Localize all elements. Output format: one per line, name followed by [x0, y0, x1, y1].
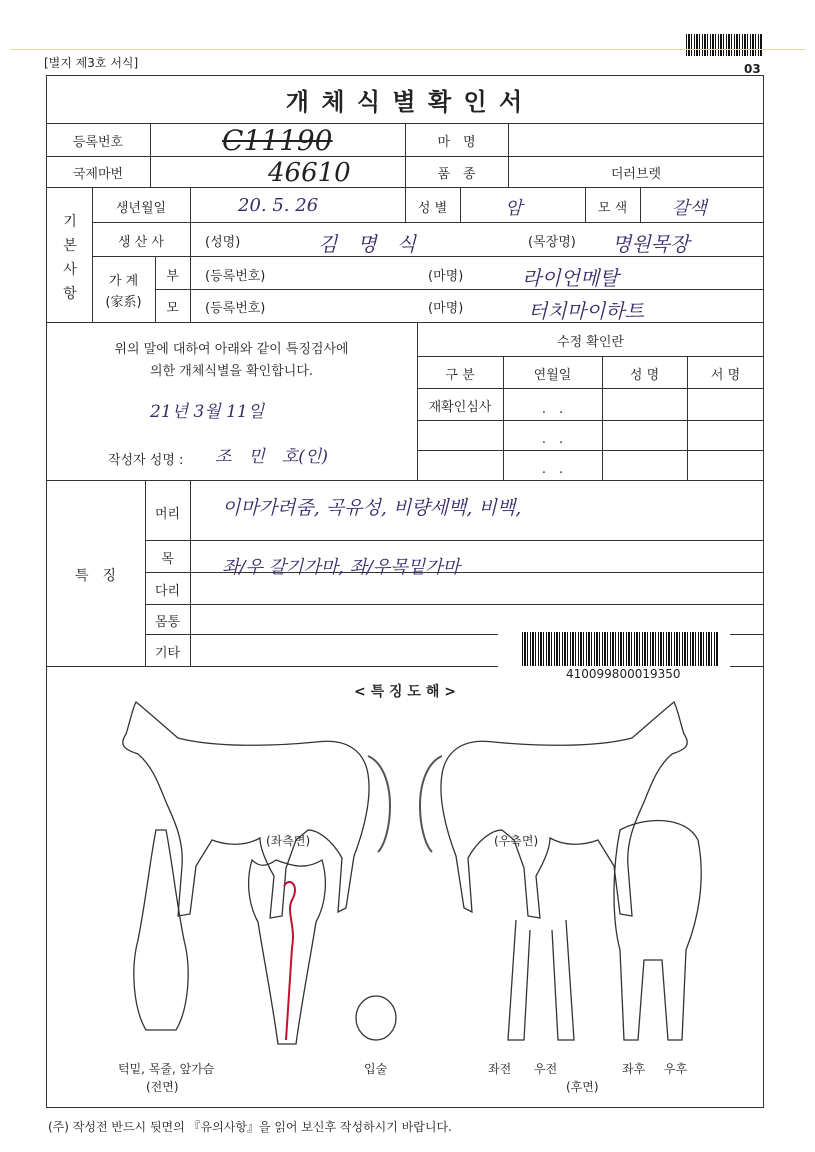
- writer-name: 조 민 호(인): [215, 447, 328, 467]
- body-label: 몸통: [154, 615, 181, 630]
- row1-date: . .: [541, 402, 564, 417]
- dam-name: 터치마이하트: [528, 299, 644, 323]
- sex-value: 암: [505, 198, 523, 219]
- leg-label: 다리: [154, 584, 181, 599]
- hind-left-caption: 좌후: [622, 1062, 646, 1076]
- dam-label: 모: [166, 301, 179, 316]
- farm-name: 명원목장: [612, 232, 690, 256]
- sire-label: 부: [166, 269, 179, 284]
- feat-row-3: [145, 604, 764, 605]
- writer-label: 작성자 성명 :: [108, 453, 184, 468]
- col-type: 구 분: [445, 368, 475, 383]
- rev-row-3: [417, 420, 764, 421]
- basic-row-1: [92, 222, 764, 223]
- row2-date: . .: [541, 432, 564, 447]
- coat-label: 모 색: [597, 201, 628, 216]
- left-side-caption: (좌측면): [266, 834, 311, 848]
- diagram-title: < 특 징 도 해 >: [354, 684, 456, 700]
- farm-tag: (목장명): [528, 235, 576, 250]
- sex-label: 성 별: [417, 201, 448, 216]
- intl-no-label: 국제마번: [72, 167, 124, 182]
- statement-line-2: 의한 개체식별을 확인합니다.: [149, 364, 314, 379]
- barcode-number: 410099800019350: [566, 667, 681, 681]
- front-caption: 턱밑, 목줄, 앞가슴: [118, 1062, 215, 1076]
- footer-note: (주) 작성전 반드시 뒷면의 『유의사항』을 읽어 보신후 작성하시기 바랍니다.: [48, 1120, 452, 1134]
- dam-horse-tag: (마명): [428, 301, 464, 316]
- col-sign: 서 명: [710, 368, 741, 383]
- features-label: 특 징: [74, 568, 117, 584]
- other-label: 기타: [154, 646, 181, 661]
- right-tail: [420, 756, 442, 852]
- front-view-neck: [134, 830, 188, 1030]
- basic-col-sex-r: [460, 187, 461, 222]
- horse-name-label: 마 명: [437, 135, 476, 150]
- birth-value: 20. 5. 26: [238, 195, 319, 216]
- rev-row-2: [417, 388, 764, 389]
- top-rule: [10, 49, 805, 50]
- head-label: 머리: [154, 507, 181, 522]
- basic-row-3: [155, 289, 764, 290]
- right-side-caption: (우측면): [494, 834, 539, 848]
- rev-title: 수정 확인란: [557, 335, 624, 350]
- basic-section-label: 기 본 사 항: [63, 214, 77, 302]
- reg-no-label: 등록번호: [72, 135, 124, 150]
- front-view-caption: (전면): [146, 1080, 179, 1094]
- left-tail: [368, 756, 390, 852]
- neck-label: 목: [161, 552, 174, 567]
- pedigree-sub: (家系): [105, 295, 142, 310]
- page-number: 03: [744, 62, 761, 76]
- basic-bottom: [46, 322, 764, 323]
- sire-horse-tag: (마명): [428, 269, 464, 284]
- fore-right-caption: 우전: [534, 1062, 558, 1076]
- neck-value: 좌/우 갈기가마, 좌/우목밑가마: [222, 557, 460, 578]
- sticker-barcode: [522, 632, 718, 666]
- coat-value: 갈색: [672, 198, 707, 219]
- rev-row-4: [417, 450, 764, 451]
- confirm-date: 21년 3월 11일: [150, 402, 265, 422]
- producer-label: 생 산 사: [118, 235, 164, 250]
- col-name: 성 명: [629, 368, 660, 383]
- basic-col-1: [190, 187, 191, 256]
- left-side-horse: [123, 702, 369, 918]
- right-side-horse: [441, 702, 687, 918]
- lips-caption: 입술: [364, 1062, 388, 1076]
- red-marking: [284, 882, 295, 1040]
- sire-name: 라이언메탈: [522, 266, 619, 290]
- feat-row-1: [145, 540, 764, 541]
- basic-col-sire: [190, 256, 191, 322]
- basic-col-coat-r: [640, 187, 641, 222]
- pedigree-label: 가 계: [108, 274, 139, 289]
- reg-col-line-1: [150, 123, 151, 187]
- lips-outline: [356, 996, 396, 1040]
- form-code: [별지 제3호 서식]: [44, 56, 139, 70]
- breed-value: 더러브렛: [610, 167, 662, 182]
- sire-reg-tag: (등록번호): [205, 269, 266, 284]
- fore-legs: [508, 920, 574, 1040]
- statement-line-1: 위의 말에 대하여 아래와 같이 특징검사에: [114, 342, 349, 357]
- hind-right-caption: 우후: [664, 1062, 688, 1076]
- top-barcode: [686, 34, 762, 56]
- birth-label: 생년월일: [115, 201, 167, 216]
- head-value: 이마가려줌, 곡유성, 비량세백, 비백,: [222, 497, 522, 519]
- breed-label: 품 종: [437, 167, 476, 182]
- col-date: 연월일: [533, 368, 572, 383]
- horse-diagram: [46, 690, 764, 1100]
- row3-date: . .: [541, 462, 564, 477]
- producer-name-tag: (성명): [205, 235, 241, 250]
- producer-name: 김 명 식: [318, 232, 416, 256]
- feat-col-2: [190, 480, 191, 666]
- rear-view: [614, 821, 701, 1040]
- row1-type: 재확인심사: [428, 400, 492, 415]
- dam-reg-tag: (등록번호): [205, 301, 266, 316]
- fore-left-caption: 좌전: [488, 1062, 512, 1076]
- intl-no-value: 46610: [268, 158, 351, 188]
- page-title: 개 체 식 별 확 인 서: [285, 88, 525, 116]
- confirm-bottom: [46, 480, 764, 481]
- reg-no-value: C11190: [222, 124, 333, 157]
- rear-view-caption: (후면): [566, 1080, 599, 1094]
- rev-row-1: [417, 356, 764, 357]
